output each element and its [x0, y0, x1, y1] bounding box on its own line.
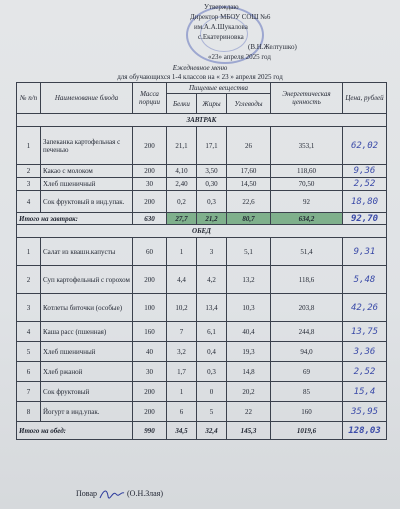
dish-name: Хлеб пшеничный [41, 342, 133, 362]
menu-title-main: Ежедневное меню [172, 64, 228, 72]
dish-price: 18,80 [343, 191, 387, 213]
table-row [17, 382, 387, 402]
lunch-section-row [17, 225, 387, 238]
row-num: 3 [17, 178, 41, 191]
dish-name: Салат из квашн.капусты [41, 238, 133, 266]
table-row [17, 165, 387, 178]
dish-price: 2,52 [343, 178, 387, 191]
dish-energy: 160 [271, 402, 343, 422]
dish-energy: 118,6 [271, 266, 343, 294]
dish-protein: 1,7 [167, 362, 197, 382]
breakfast-total-row [17, 213, 387, 225]
table-row [17, 294, 387, 322]
dish-fat: 0,30 [197, 178, 227, 191]
dish-name: Хлеб пшеничный [41, 178, 133, 191]
dish-name: Суп картофельный с горохом [41, 266, 133, 294]
dish-name: Сок фруктовый [41, 382, 133, 402]
header-carbs: Углеводы [227, 94, 271, 114]
dish-mass: 60 [133, 238, 167, 266]
dish-carbs: 14,8 [227, 362, 271, 382]
dish-protein: 4,10 [167, 165, 197, 178]
menu-title-subtitle: для обучающихся 1-4 классов на « 23 » апреля 2025 год [117, 73, 283, 81]
lunch-total-label: Итого на обед: [17, 422, 133, 440]
table-row [17, 191, 387, 213]
lunch-title: ОБЕД [17, 225, 387, 238]
header-num: № п/п [17, 83, 41, 114]
row-num: 1 [17, 238, 41, 266]
row-num: 3 [17, 294, 41, 322]
dish-name: Какао с молоком [41, 165, 133, 178]
table-row [17, 402, 387, 422]
dish-carbs: 22,6 [227, 191, 271, 213]
header-fat: Жиры [197, 94, 227, 114]
dish-protein: 21,1 [167, 127, 197, 165]
dish-fat: 17,1 [197, 127, 227, 165]
dish-protein: 0,2 [167, 191, 197, 213]
table-row [17, 342, 387, 362]
dish-energy: 244,8 [271, 322, 343, 342]
breakfast-section-row [17, 114, 387, 127]
dish-carbs: 17,60 [227, 165, 271, 178]
row-num: 1 [17, 127, 41, 165]
dish-fat: 3 [197, 238, 227, 266]
dish-energy: 85 [271, 382, 343, 402]
dish-energy: 70,50 [271, 178, 343, 191]
lunch-total-mass: 990 [133, 422, 167, 440]
breakfast-title: ЗАВТРАК [17, 114, 387, 127]
table-row [17, 178, 387, 191]
dish-carbs: 5,1 [227, 238, 271, 266]
dish-price: 9,36 [343, 165, 387, 178]
lunch-total-carbs: 145,3 [227, 422, 271, 440]
lunch-total-fat: 32,4 [197, 422, 227, 440]
dish-fat: 4,2 [197, 266, 227, 294]
dish-mass: 200 [133, 127, 167, 165]
dish-carbs: 13,2 [227, 266, 271, 294]
dish-mass: 200 [133, 191, 167, 213]
breakfast-total-carbs: 80,7 [227, 213, 271, 225]
dish-name: Сок фруктовый в инд.упак. [41, 191, 133, 213]
dish-mass: 200 [133, 266, 167, 294]
dish-fat: 0 [197, 382, 227, 402]
breakfast-total-protein: 27,7 [167, 213, 197, 225]
dish-mass: 160 [133, 322, 167, 342]
dish-fat: 0,3 [197, 362, 227, 382]
dish-carbs: 20,2 [227, 382, 271, 402]
dish-price: 13,75 [343, 322, 387, 342]
dish-energy: 92 [271, 191, 343, 213]
row-num: 4 [17, 322, 41, 342]
menu-table [16, 82, 387, 440]
dish-protein: 2,40 [167, 178, 197, 191]
table-row [17, 266, 387, 294]
dish-energy: 51,4 [271, 238, 343, 266]
dish-protein: 6 [167, 402, 197, 422]
table-row [17, 362, 387, 382]
dish-price: 42,26 [343, 294, 387, 322]
breakfast-total-mass: 630 [133, 213, 167, 225]
lunch-total-protein: 34,5 [167, 422, 197, 440]
header-name: Наименование блюда [41, 83, 133, 114]
lunch-total-energy: 1019,6 [271, 422, 343, 440]
dish-protein: 4,4 [167, 266, 197, 294]
dish-fat: 13,4 [197, 294, 227, 322]
dish-price: 2,52 [343, 362, 387, 382]
dish-price: 5,48 [343, 266, 387, 294]
row-num: 6 [17, 362, 41, 382]
header-energy: Энергетическая ценность [271, 83, 343, 114]
breakfast-total-energy: 634,2 [271, 213, 343, 225]
dish-mass: 200 [133, 165, 167, 178]
dish-carbs: 19,3 [227, 342, 271, 362]
approval-block [190, 2, 390, 62]
dish-protein: 3,2 [167, 342, 197, 362]
dish-fat: 0,4 [197, 342, 227, 362]
dish-mass: 40 [133, 342, 167, 362]
dish-protein: 7 [167, 322, 197, 342]
breakfast-total-fat: 21,2 [197, 213, 227, 225]
approval-village: с.Екатериновка [198, 33, 244, 41]
dish-fat: 0,3 [197, 191, 227, 213]
dish-energy: 69 [271, 362, 343, 382]
dish-carbs: 10,3 [227, 294, 271, 322]
dish-name: Хлеб ржаной [41, 362, 133, 382]
dish-fat: 6,1 [197, 322, 227, 342]
header-price: Цена, рублей [343, 83, 387, 114]
dish-energy: 353,1 [271, 127, 343, 165]
dish-name: Котлеты биточки (особые) [41, 294, 133, 322]
dish-mass: 30 [133, 178, 167, 191]
approval-director-name: (В.Н.Желтушко) [248, 43, 297, 51]
dish-carbs: 22 [227, 402, 271, 422]
dish-fat: 3,50 [197, 165, 227, 178]
row-num: 2 [17, 165, 41, 178]
breakfast-total-price: 92,70 [343, 213, 387, 225]
dish-price: 3,36 [343, 342, 387, 362]
dish-price: 62,02 [343, 127, 387, 165]
cook-label: Повар [76, 488, 97, 498]
dish-name: Каша расс (пшенная) [41, 322, 133, 342]
lunch-total-price: 128,03 [343, 422, 387, 440]
table-row [17, 322, 387, 342]
table-row [17, 238, 387, 266]
dish-carbs: 14,50 [227, 178, 271, 191]
header-nutrients: Пищевые вещества [167, 83, 271, 94]
dish-carbs: 40,4 [227, 322, 271, 342]
header-protein: Белки [167, 94, 197, 114]
breakfast-total-label: Итого на завтрак: [17, 213, 133, 225]
dish-mass: 200 [133, 382, 167, 402]
dish-protein: 1 [167, 382, 197, 402]
dish-mass: 100 [133, 294, 167, 322]
row-num: 7 [17, 382, 41, 402]
dish-energy: 118,60 [271, 165, 343, 178]
dish-energy: 203,8 [271, 294, 343, 322]
table-row [17, 127, 387, 165]
dish-price: 35,95 [343, 402, 387, 422]
dish-fat: 5 [197, 402, 227, 422]
approval-date: «23» апреля 2025 год [208, 53, 271, 61]
row-num: 8 [17, 402, 41, 422]
dish-name: Йогурт в инд.упак. [41, 402, 133, 422]
header-mass: Масса порции [133, 83, 167, 114]
handwritten-signature [99, 488, 125, 500]
dish-protein: 10,2 [167, 294, 197, 322]
dish-carbs: 26 [227, 127, 271, 165]
dish-name: Запеканка картофельная с печенью [41, 127, 133, 165]
row-num: 5 [17, 342, 41, 362]
dish-price: 15,4 [343, 382, 387, 402]
dish-mass: 30 [133, 362, 167, 382]
row-num: 4 [17, 191, 41, 213]
approval-school-name: им.А.А.Шукалова [194, 23, 248, 31]
row-num: 2 [17, 266, 41, 294]
dish-mass: 200 [133, 402, 167, 422]
menu-title [0, 64, 400, 82]
lunch-total-row [17, 422, 387, 440]
cook-signature-block [76, 488, 163, 500]
approval-title: Утверждаю [204, 3, 239, 11]
cook-name: (О.Н.Злая) [127, 488, 164, 498]
dish-protein: 1 [167, 238, 197, 266]
approval-position: Директор МБОУ СОШ №6 [190, 13, 271, 21]
dish-energy: 94,0 [271, 342, 343, 362]
dish-price: 9,31 [343, 238, 387, 266]
